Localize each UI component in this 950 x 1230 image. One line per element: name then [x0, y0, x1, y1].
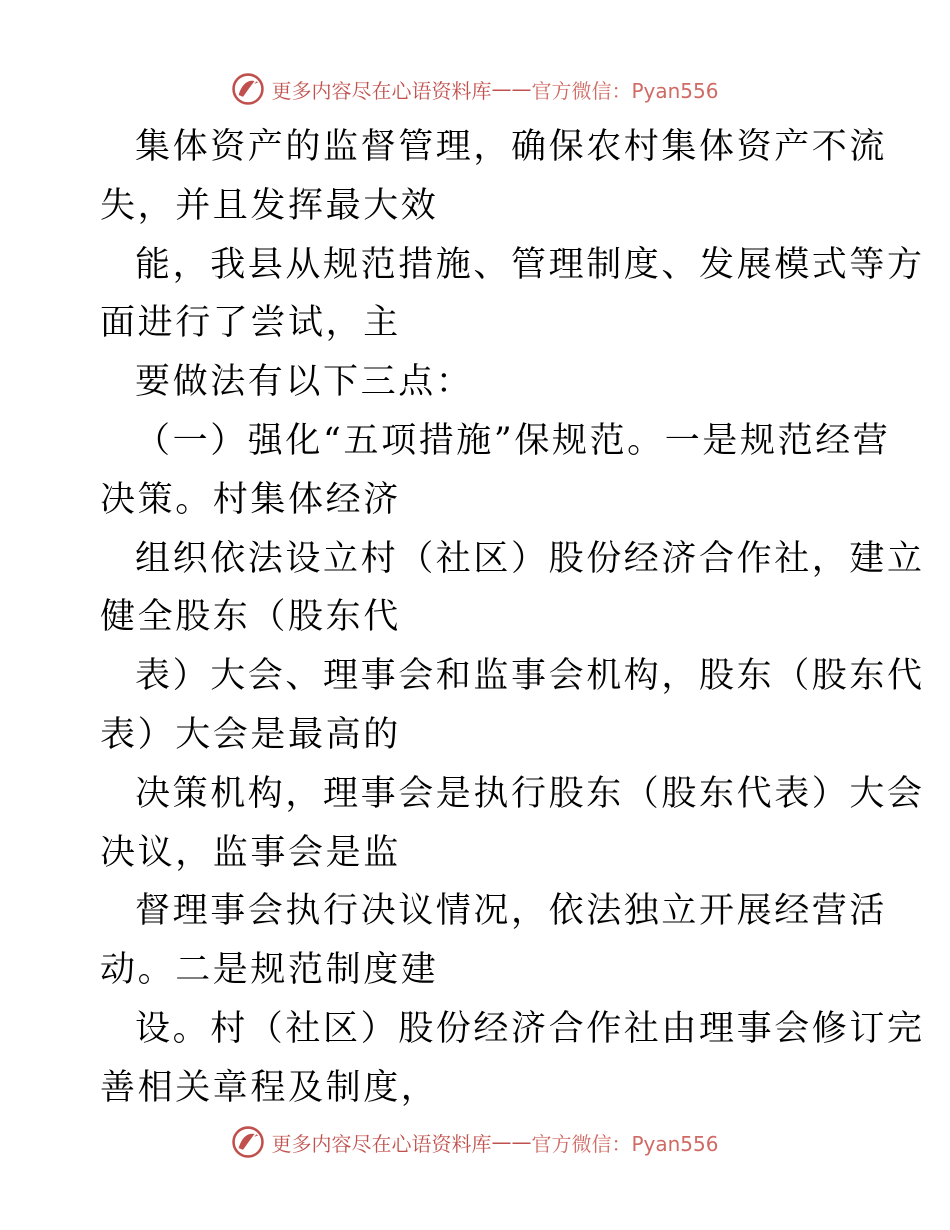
footer-watermark — [0, 1125, 950, 1159]
text-line: 面进行了尝试，主 — [100, 303, 401, 344]
text-line: 决策机构，理事会是执行股东（股东代表）大会 — [135, 773, 925, 814]
watermark-separator: —— — [491, 1130, 532, 1154]
text-line: 表）大会、理事会和监事会机构，股东（股东代 — [135, 656, 925, 697]
text-line: 集体资产的监督管理，确保农村集体资产不流 — [135, 127, 888, 167]
text-line: 督理事会执行决议情况，依法独立开展经营活 — [135, 891, 888, 932]
text-line: 表）大会是最高的 — [100, 714, 401, 755]
watermark-main-text: 更多内容尽在心语资料库 — [271, 78, 492, 103]
text-line: 决策。村集体经济 — [100, 479, 401, 520]
logo-icon — [231, 1125, 265, 1159]
document-body — [100, 118, 925, 1118]
text-line: 要做法有以下三点： — [135, 362, 474, 403]
logo-icon — [231, 72, 265, 106]
text-line: （一）强化“五项措施”保规范。一是规范经营 — [135, 420, 891, 461]
text-line: 设。村（社区）股份经济合作社由理事会修订完 — [135, 1008, 925, 1049]
text-line: 健全股东（股东代 — [100, 597, 401, 638]
watermark-main-text: 更多内容尽在心语资料库 — [271, 1131, 492, 1156]
text-line: 失，并且发挥最大效 — [100, 185, 439, 226]
watermark-wechat-text: 官方微信：Pyan556 — [531, 1131, 719, 1156]
header-watermark — [0, 72, 950, 106]
text-line: 善相关章程及制度， — [100, 1067, 439, 1108]
text-line: 能，我县从规范措施、管理制度、发展模式等方 — [135, 244, 925, 285]
text-line: 决议，监事会是监 — [100, 832, 401, 873]
watermark-separator: —— — [491, 77, 532, 101]
watermark-wechat-text: 官方微信：Pyan556 — [531, 78, 719, 103]
text-line: 组织依法设立村（社区）股份经济合作社，建立 — [135, 538, 925, 579]
text-line: 动。二是规范制度建 — [100, 950, 439, 991]
